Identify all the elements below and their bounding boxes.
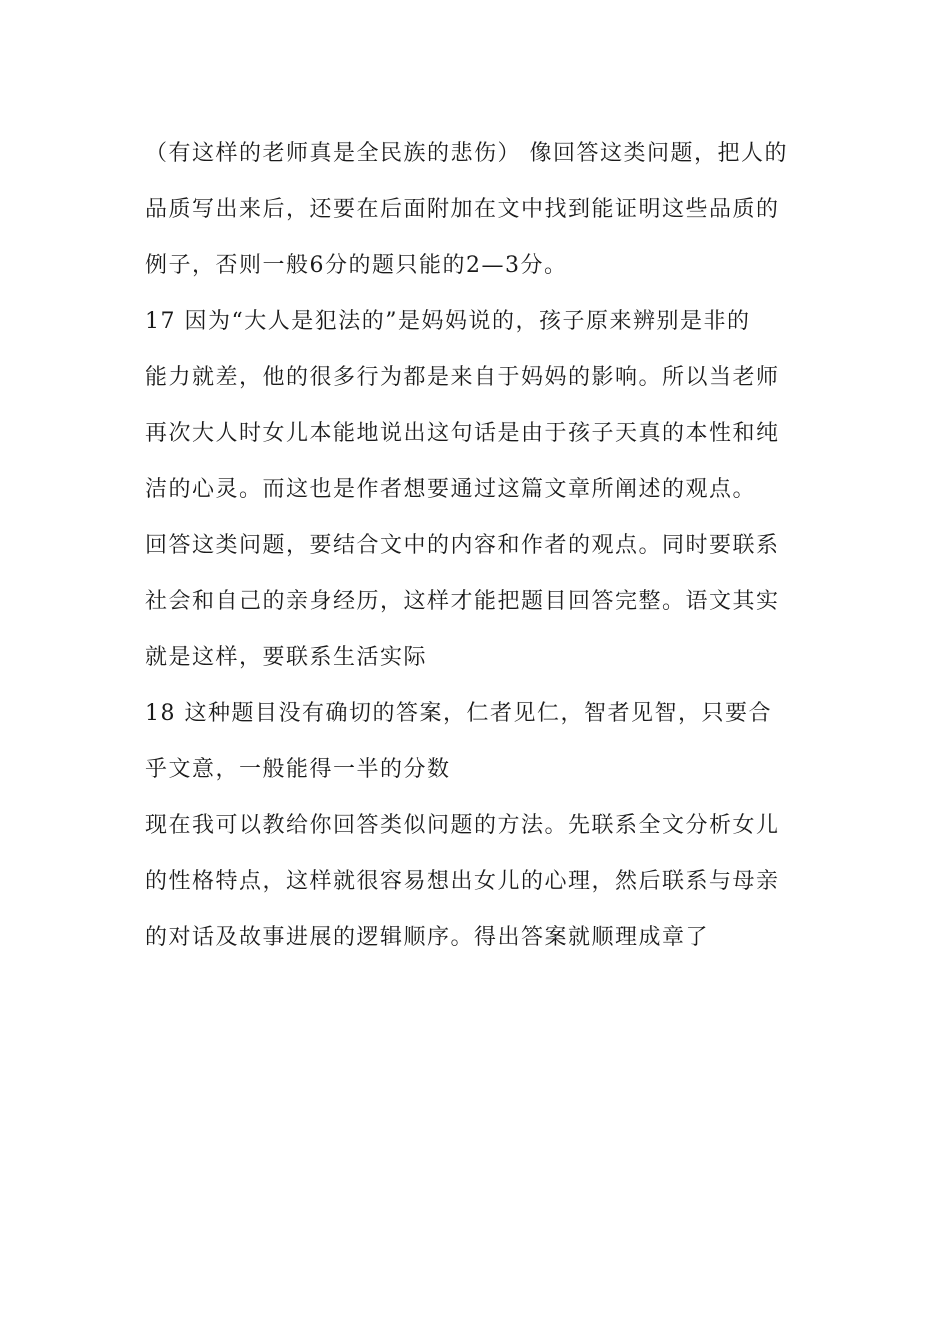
text-line-14: 的性格特点，这样就很容易想出女儿的心理，然后联系与母亲 <box>145 869 780 894</box>
text-line-12: 乎文意，一般能得一半的分数 <box>145 757 451 782</box>
document-body <box>145 126 810 966</box>
text-line-8: 回答这类问题，要结合文中的内容和作者的观点。同时要联系 <box>145 533 780 558</box>
text-line-1: （有这样的老师真是全民族的悲伤） 像回答这类问题，把人的 <box>145 141 788 166</box>
text-line-4: 17 因为“大人是犯法的”是妈妈说的，孩子原来辨别是非的 <box>145 309 751 334</box>
text-line-11: 18 这种题目没有确切的答案，仁者见仁，智者见智，只要合 <box>145 701 772 726</box>
text-line-13: 现在我可以教给你回答类似问题的方法。先联系全文分析女儿 <box>145 813 780 838</box>
text-line-6: 再次大人时女儿本能地说出这句话是由于孩子天真的本性和纯 <box>145 421 780 446</box>
text-line-7: 洁的心灵。而这也是作者想要通过这篇文章所阐述的观点。 <box>145 477 757 502</box>
text-line-5: 能力就差，他的很多行为都是来自于妈妈的影响。所以当老师 <box>145 365 780 390</box>
text-line-10: 就是这样，要联系生活实际 <box>145 645 428 670</box>
text-line-3: 例子，否则一般6分的题只能的2—3分。 <box>145 253 568 278</box>
text-line-2: 品质写出来后，还要在后面附加在文中找到能证明这些品质的 <box>145 197 780 222</box>
text-line-15: 的对话及故事进展的逻辑顺序。得出答案就顺理成章了 <box>145 925 710 950</box>
text-line-9: 社会和自己的亲身经历，这样才能把题目回答完整。语文其实 <box>145 589 780 614</box>
